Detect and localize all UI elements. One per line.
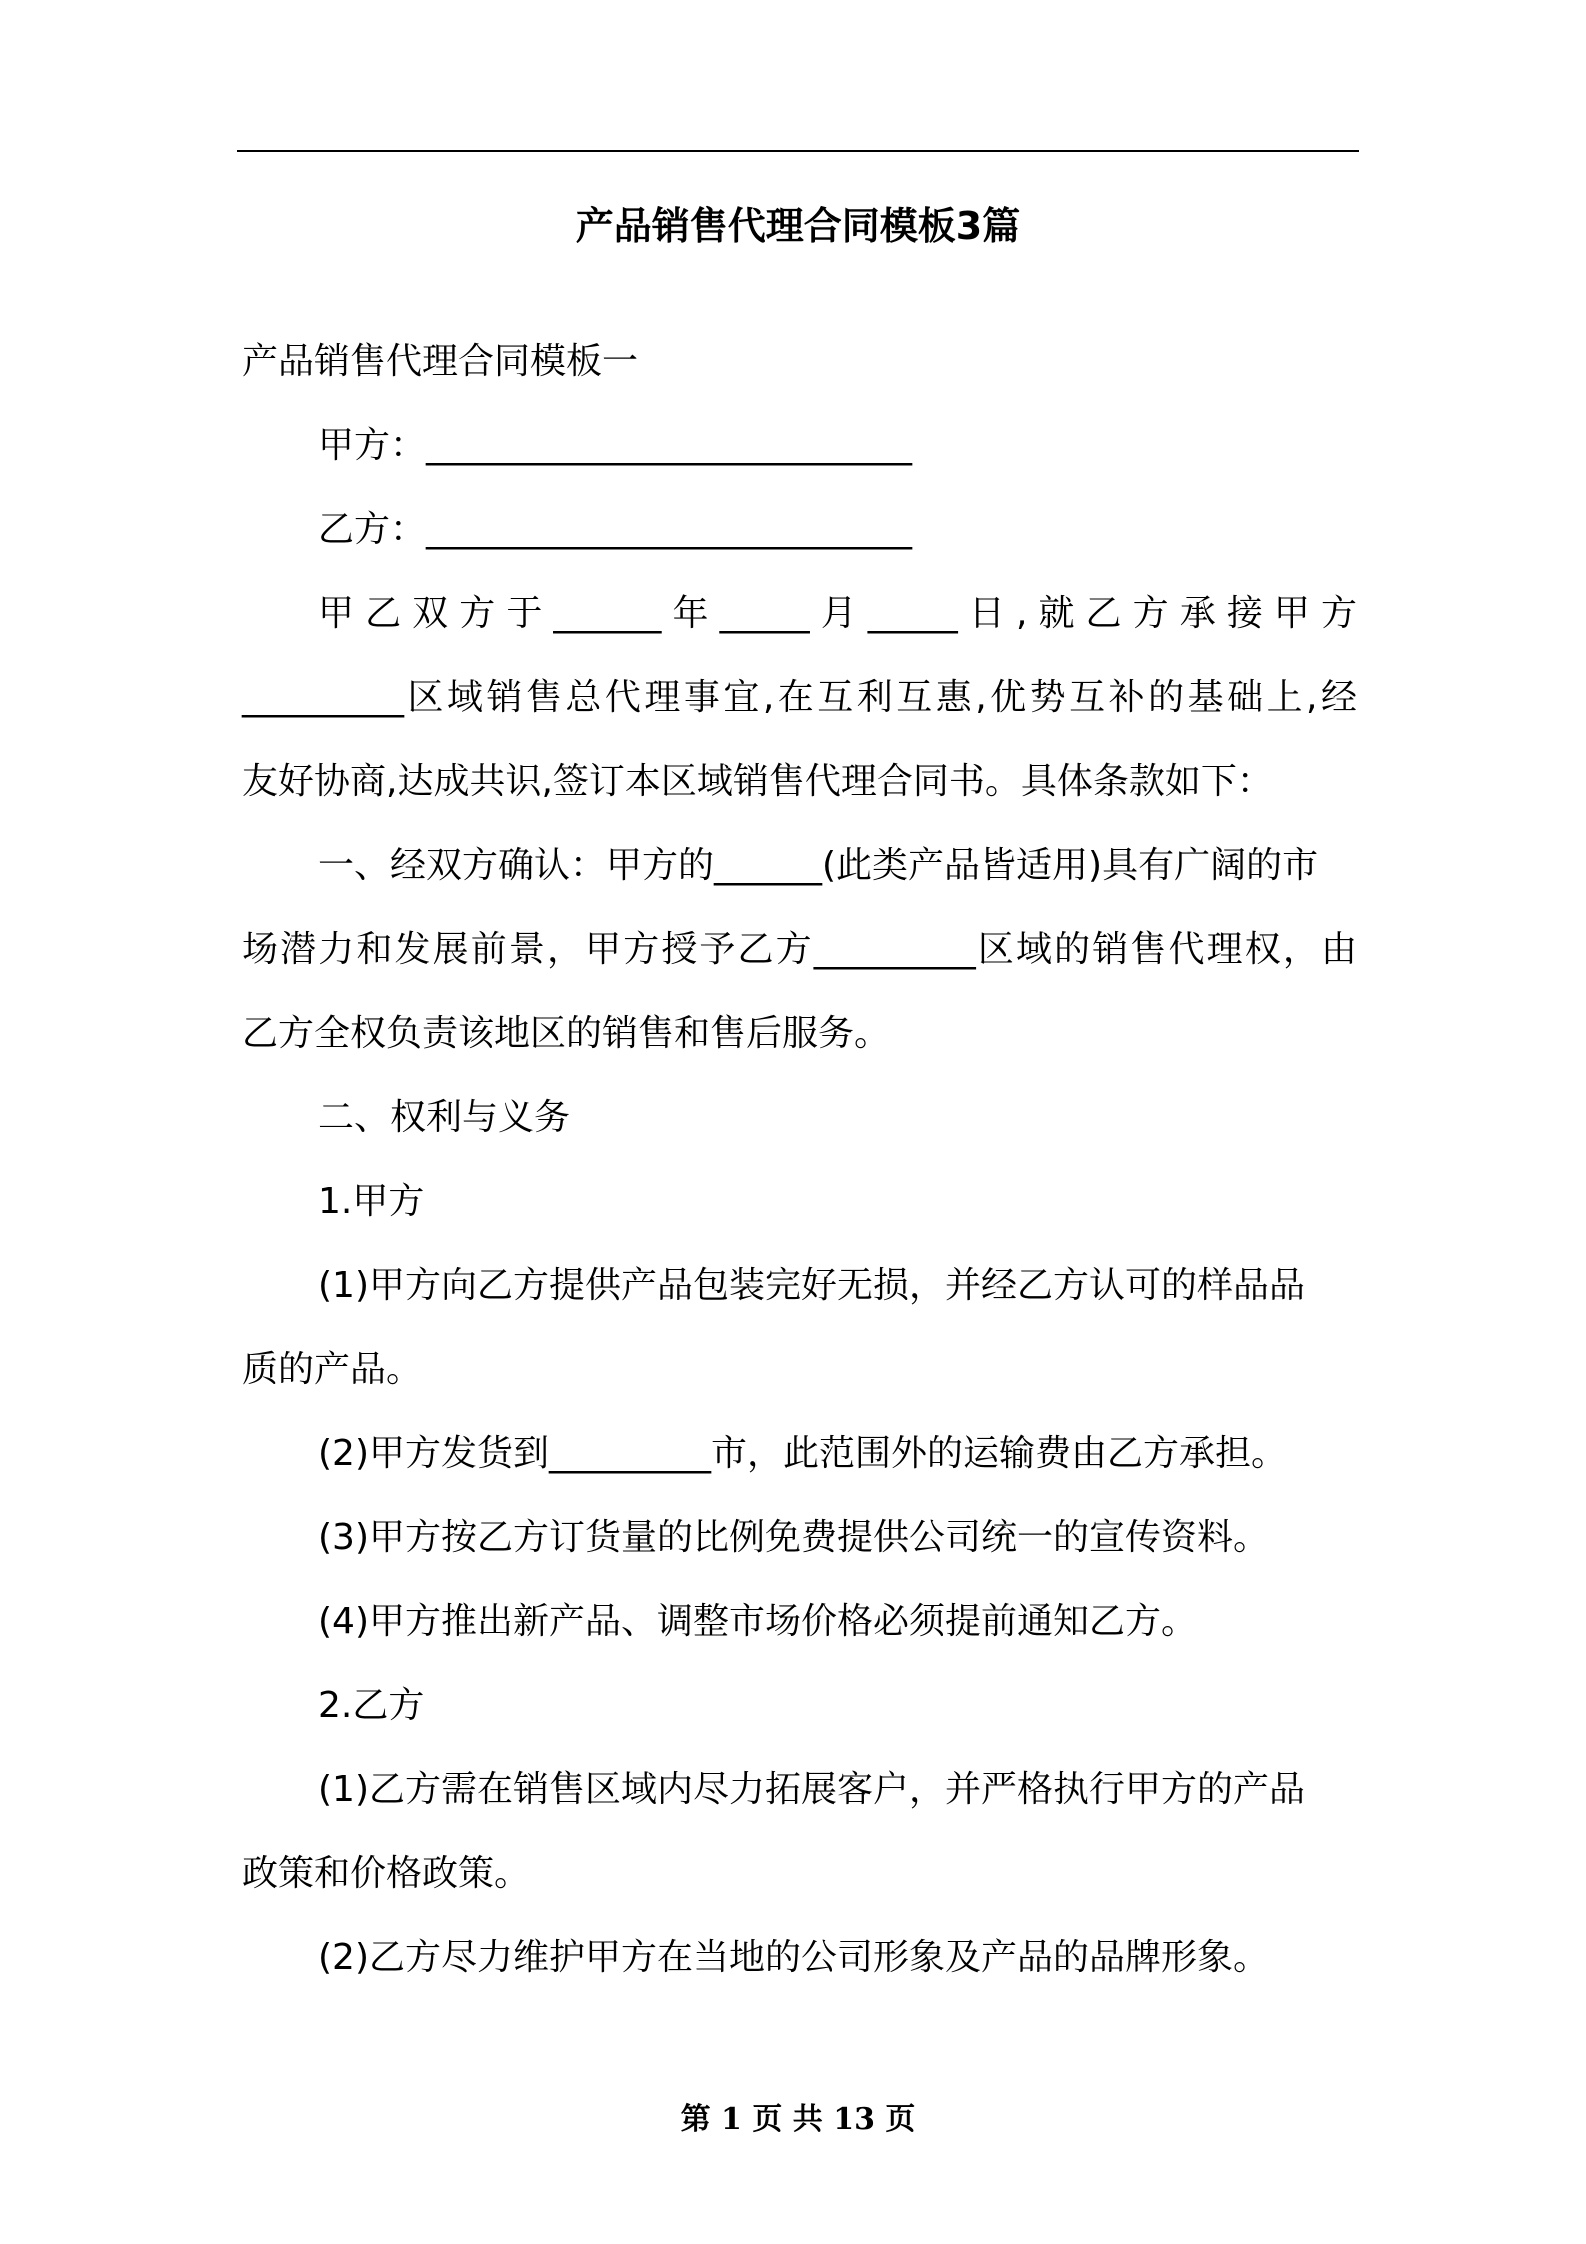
intro-line: _________区域销售总代理事宜,在互利互惠,优势互补的基础上,经 (242, 677, 1357, 718)
clause-1-line: 场潜力和发展前景，甲方授予乙方_________区域的销售代理权，由 (242, 929, 1357, 970)
party-a-item: (1)甲方向乙方提供产品包装完好无损，并经乙方认可的样品品 (318, 1265, 1305, 1306)
party-b-item: (1)乙方需在销售区域内尽力拓展客户，并严格执行甲方的产品 (318, 1769, 1305, 1810)
document-body (242, 320, 1357, 2000)
intro-line: 友好协商,达成共识,签订本区域销售代理合同书。具体条款如下： (242, 761, 1273, 802)
clause-1-line: 一、经双方确认：甲方的______(此类产品皆适用)具有广阔的市 (318, 845, 1319, 886)
clause-2-heading: 二、权利与义务 (318, 1097, 571, 1138)
party-a-heading: 1.甲方 (318, 1181, 425, 1222)
party-b-item: 政策和价格政策。 (242, 1853, 531, 1894)
party-a-line: 甲方：___________________________ (318, 425, 913, 466)
party-a-item: (2)甲方发货到_________市，此范围外的运输费由乙方承担。 (318, 1433, 1287, 1474)
party-a-item: (3)甲方按乙方订货量的比例免费提供公司统一的宣传资料。 (318, 1517, 1269, 1558)
party-a-item: 质的产品。 (242, 1349, 423, 1390)
header-rule (237, 150, 1359, 152)
document-title: 产品销售代理合同模板3篇 (575, 204, 1021, 248)
party-a-item: (4)甲方推出新产品、调整市场价格必须提前通知乙方。 (318, 1601, 1197, 1642)
section-heading: 产品销售代理合同模板一 (242, 341, 639, 382)
clause-1-line: 乙方全权负责该地区的销售和售后服务。 (242, 1013, 891, 1054)
party-b-heading: 2.乙方 (318, 1685, 425, 1726)
party-b-line: 乙方：___________________________ (318, 509, 913, 550)
intro-line: 甲乙双方于______年_____月_____日,就乙方承接甲方 (318, 593, 1357, 634)
party-b-item: (2)乙方尽力维护甲方在当地的公司形象及产品的品牌形象。 (318, 1937, 1269, 1978)
page-number-footer: 第 1 页 共 13 页 (680, 2102, 916, 2137)
